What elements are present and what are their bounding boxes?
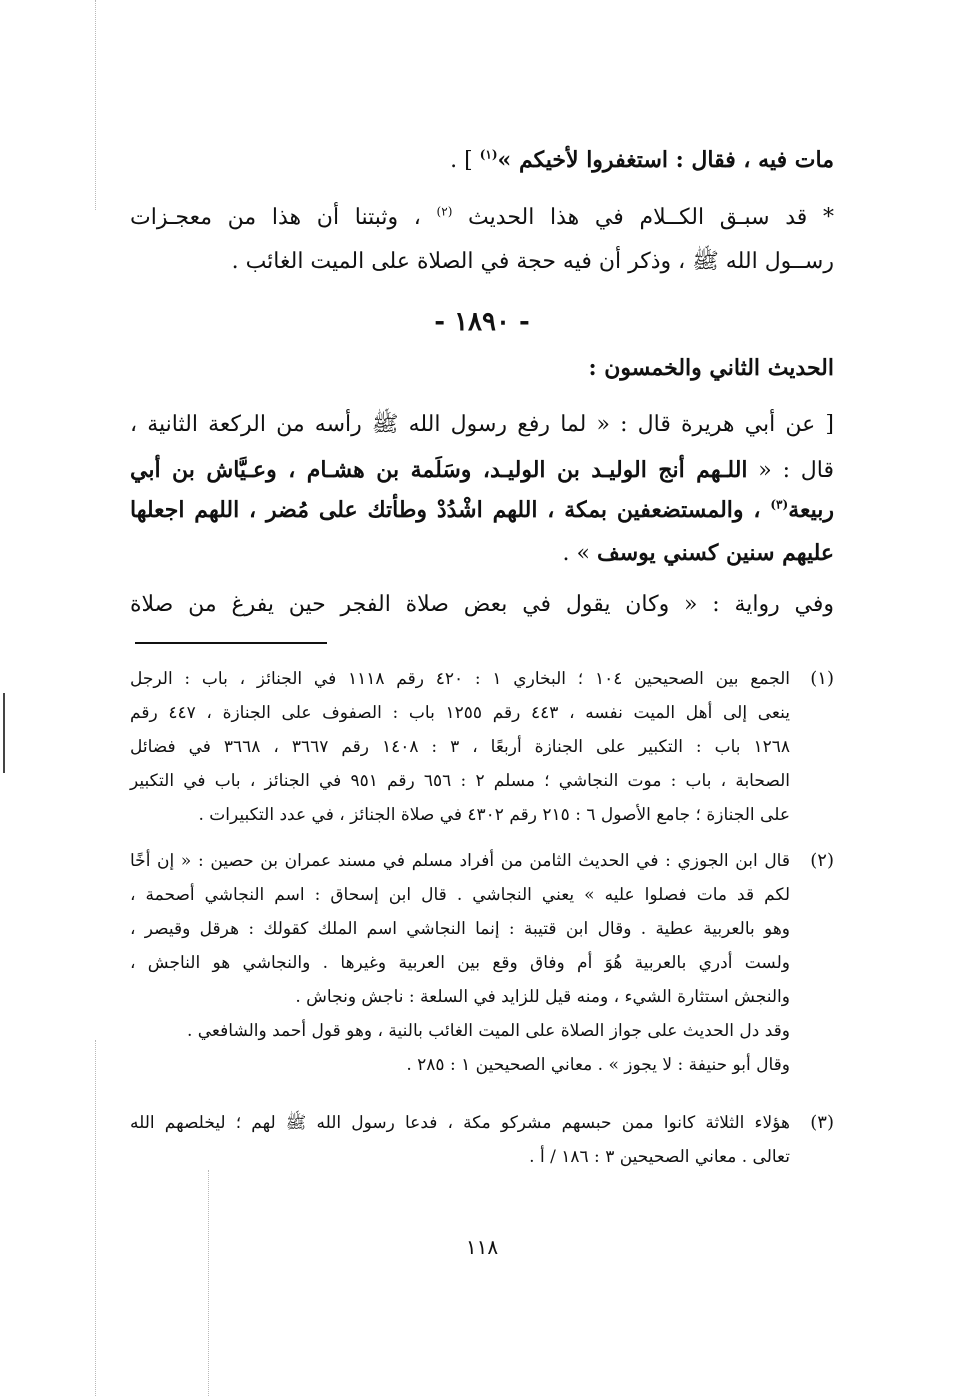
footnote-separator — [135, 642, 327, 644]
footnote-line: لكم قد مات فصلوا عليه » يعني النجاشي . قال ابن إسحاق : اسم النجاشي أصحمة ، — [130, 885, 790, 905]
footnote-line: والنجش استثارة الشيء ، ومنه قيل للزايد في السلعة : ناجش ونجاش . — [295, 987, 790, 1007]
hadith-number: - ١٨٩٠ - — [434, 307, 530, 337]
footnote-ref[interactable]: (٣) — [770, 497, 789, 512]
footnote-line: وقد دل الحديث على جواز الصلاة على الميت الغائب بالنية ، وهو قول أحمد والشافعي . — [186, 1021, 790, 1041]
footnote-line: الصحابة ، باب : موت النجاشي ؛ مسلم ٢ : ٦٥٦ رقم ٩٥١ في الجنائز ، باب في التكبير — [130, 771, 790, 791]
text-line: [ عن أبي هريرة قال : « لما رفع رسول الله ﷺ رأسه من الركعة الثانية ، — [130, 412, 834, 437]
text-line: عليهم سنين كسني يوسف » . — [562, 540, 834, 566]
footnote-line: ١٢٦٨ باب : التكبير على الجنازة أربعًا ، ٣ : ١٤٠٨ رقم ٣٦٦٧ ، ٣٦٦٨ في فضائل — [130, 737, 790, 757]
text-line: مات فيه ، فقال : استغفروا لأخيكم »$^{(١)}$ ] . — [450, 147, 834, 173]
text-line: * قد سبـق الكــلام في هذا الحديث $^{(٢)}$ ، وثبتنا أن هذا من معجـزات — [130, 204, 834, 230]
margin-binding-mark — [3, 693, 5, 773]
section-heading: الحديث الثاني والخمسون : — [588, 355, 834, 381]
text-line: وفي رواية : « وكان يقول في بعض صلاة الفجر حين يفرغ من صلاة — [130, 592, 834, 617]
footnote-line: تعالى . معاني الصحيحين ٣ : ١٨٦ / أ . — [529, 1147, 790, 1167]
footnote-line: ولست أدري بالعربية هُوَ أم وفاق وقع بين العربية وغيرها . والنجاشي هو الناجش ، — [130, 953, 790, 973]
scan-dotted-line — [95, 1040, 96, 1396]
footnote-line: قال ابن الجوزي : في الحديث الثامن من أفراد مسلم في مسند عمران بن حصين : « إن أخًا — [130, 851, 790, 871]
footnote-ref[interactable]: (١) — [479, 147, 498, 162]
footnote-line: وقال أبو حنيفة : لا يجوز » . معاني الصحيحين ١ : ٢٨٥ . — [406, 1055, 790, 1075]
text-line: قال : « اللـهم أنج الوليـد بن الوليـد، وسَلَمة بن هشـام ، وعـيَّاش بن أبي — [130, 457, 834, 483]
page-number: ١١٨ — [465, 1235, 499, 1259]
footnote-ref[interactable]: (٢) — [436, 204, 453, 219]
footnote-marker: (٢) — [810, 850, 834, 871]
scan-dotted-line — [95, 0, 96, 210]
text-line: رســول الله ﷺ ، وذكر أن فيه حجة في الصلاة على الميت الغائب . — [231, 249, 834, 274]
footnote-line: على الجنازة ؛ جامع الأصول ٦ : ٢١٥ رقم ٤٣٠٢ في صلاة الجنائز ، في عدد التكبيرات . — [198, 805, 790, 825]
text-line: ربيعة$^{(٣)}$ ، والمستضعفين بمكة ، اللهم اشْدُدْ وطأتك على مُضر ، اللهم اجعلها — [130, 497, 834, 523]
footnote-marker: (٣) — [810, 1112, 834, 1133]
footnote-line: هؤلاء الثلاثة كانوا ممن حبسهم مشركو مكة ، فدعا رسول الله ﷺ لهم ؛ ليخلصهم الله — [130, 1113, 790, 1133]
scan-dotted-line — [208, 1170, 209, 1396]
footnote-marker: (١) — [810, 668, 834, 689]
footnote-line: ينعى إلى أهل الميت نفسه ، ٤٤٣ رقم ١٢٥٥ باب : الصفوف على الجنازة ، ٤٤٧ رقم — [130, 703, 790, 723]
footnote-line: وهو بالعربية عطية . وقال ابن قتيبة : إنما النجاشي اسم الملك كقولك : هرقل وقيصر ، — [130, 919, 790, 939]
footnote-line: الجمع بين الصحيحين ١٠٤ ؛ البخاري ١ : ٤٢٠ رقم ١١١٨ في الجنائز ، باب : الرجل — [130, 669, 790, 689]
